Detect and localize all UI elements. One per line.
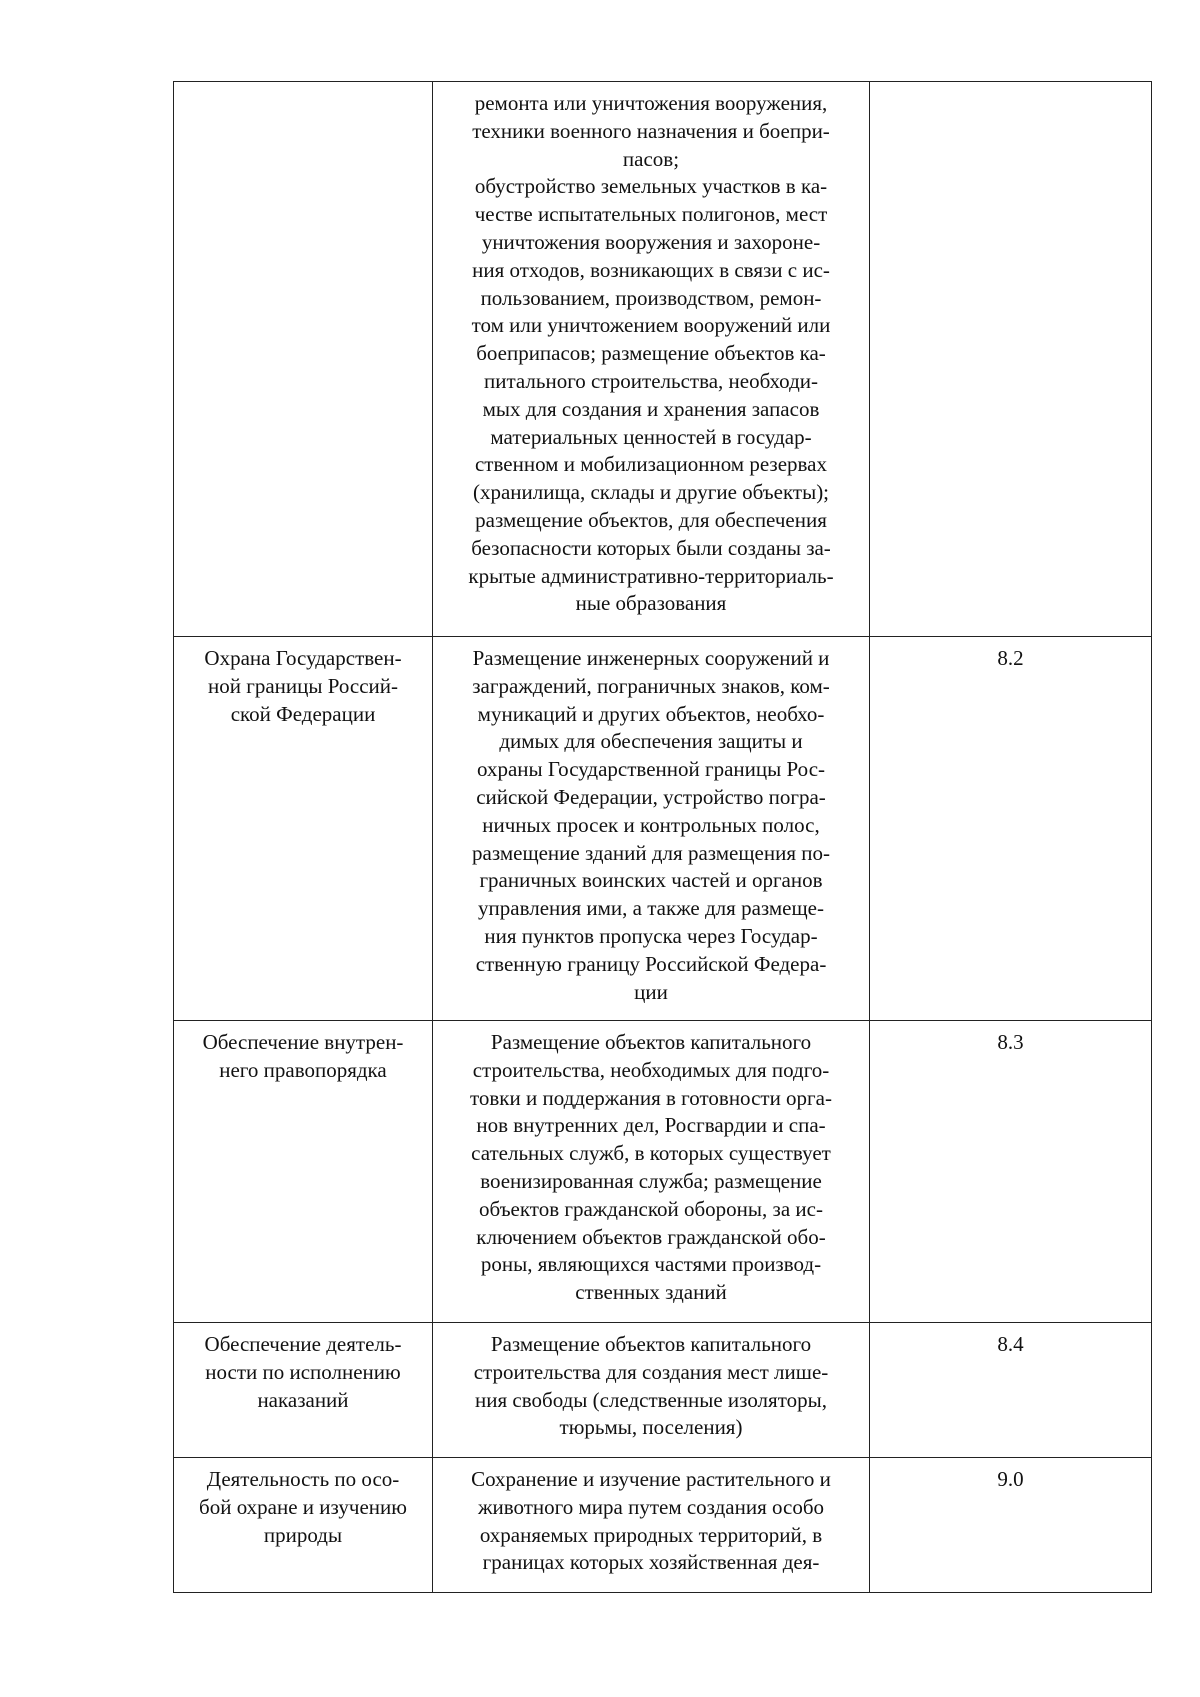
use-description-cell: Размещение объектов капитального строительства, необходимых для подго- товки и поддержания в готовности орга- нов внутренних дел, Росгвардии и спа- сательных служб, в которых существует военизированная служба; размещение объектов гражданской обороны, за ис- ключением объектов гражданской обо- роны, являющихся частями производ- ственных зданий	[433, 1021, 870, 1323]
use-code-cell: 9.0	[870, 1458, 1152, 1593]
use-description-cell: Размещение инженерных сооружений и заграждений, пограничных знаков, ком- муникаций и других объектов, необхо- димых для обеспечения защиты и охраны Государственной границы Рос- сийской Федерации, устройство погра- ничных просек и контрольных полос, размещение зданий для размещения по- граничных воинских частей и органов управления ими, а также для размеще- ния пунктов пропуска через Государ- ственную границу Российской Федера- ции	[433, 637, 870, 1021]
use-name-cell	[174, 82, 433, 637]
use-description-cell: Сохранение и изучение растительного и животного мира путем создания особо охраняемых природных территорий, в границах которых хозяйственная дея-	[433, 1458, 870, 1593]
table-row	[174, 1458, 1152, 1593]
use-name-cell: Обеспечение внутрен- него правопорядка	[174, 1021, 433, 1323]
table-row	[174, 1323, 1152, 1458]
use-name-cell: Охрана Государствен- ной границы Россий- ской Федерации	[174, 637, 433, 1021]
use-description-cell: ремонта или уничтожения вооружения, техники военного назначения и боепри- пасов; обустройство земельных участков в ка- честве испытательных полигонов, мест уничтожения вооружения и захороне- ния отходов, возникающих в связи с ис- пользованием, производством, ремон- том или уничтожением вооружений или боеприпасов; размещение объектов ка- питального строительства, необходи- мых для создания и хранения запасов материальных ценностей в государ- ственном и мобилизационном резервах (хранилища, склады и другие объекты); размещение объектов, для обеспечения безопасности которых были созданы за- крытые административно-территориаль- ные образования	[433, 82, 870, 637]
table-row	[174, 637, 1152, 1021]
use-code-cell: 8.2	[870, 637, 1152, 1021]
use-code-cell: 8.4	[870, 1323, 1152, 1458]
use-code-cell	[870, 82, 1152, 637]
table-row	[174, 82, 1152, 637]
land-use-table	[173, 81, 1152, 1593]
use-name-cell: Деятельность по осо- бой охране и изучению природы	[174, 1458, 433, 1593]
table-row	[174, 1021, 1152, 1323]
use-description-cell: Размещение объектов капитального строительства для создания мест лише- ния свободы (следственные изоляторы, тюрьмы, поселения)	[433, 1323, 870, 1458]
use-name-cell: Обеспечение деятель- ности по исполнению наказаний	[174, 1323, 433, 1458]
use-code-cell: 8.3	[870, 1021, 1152, 1323]
